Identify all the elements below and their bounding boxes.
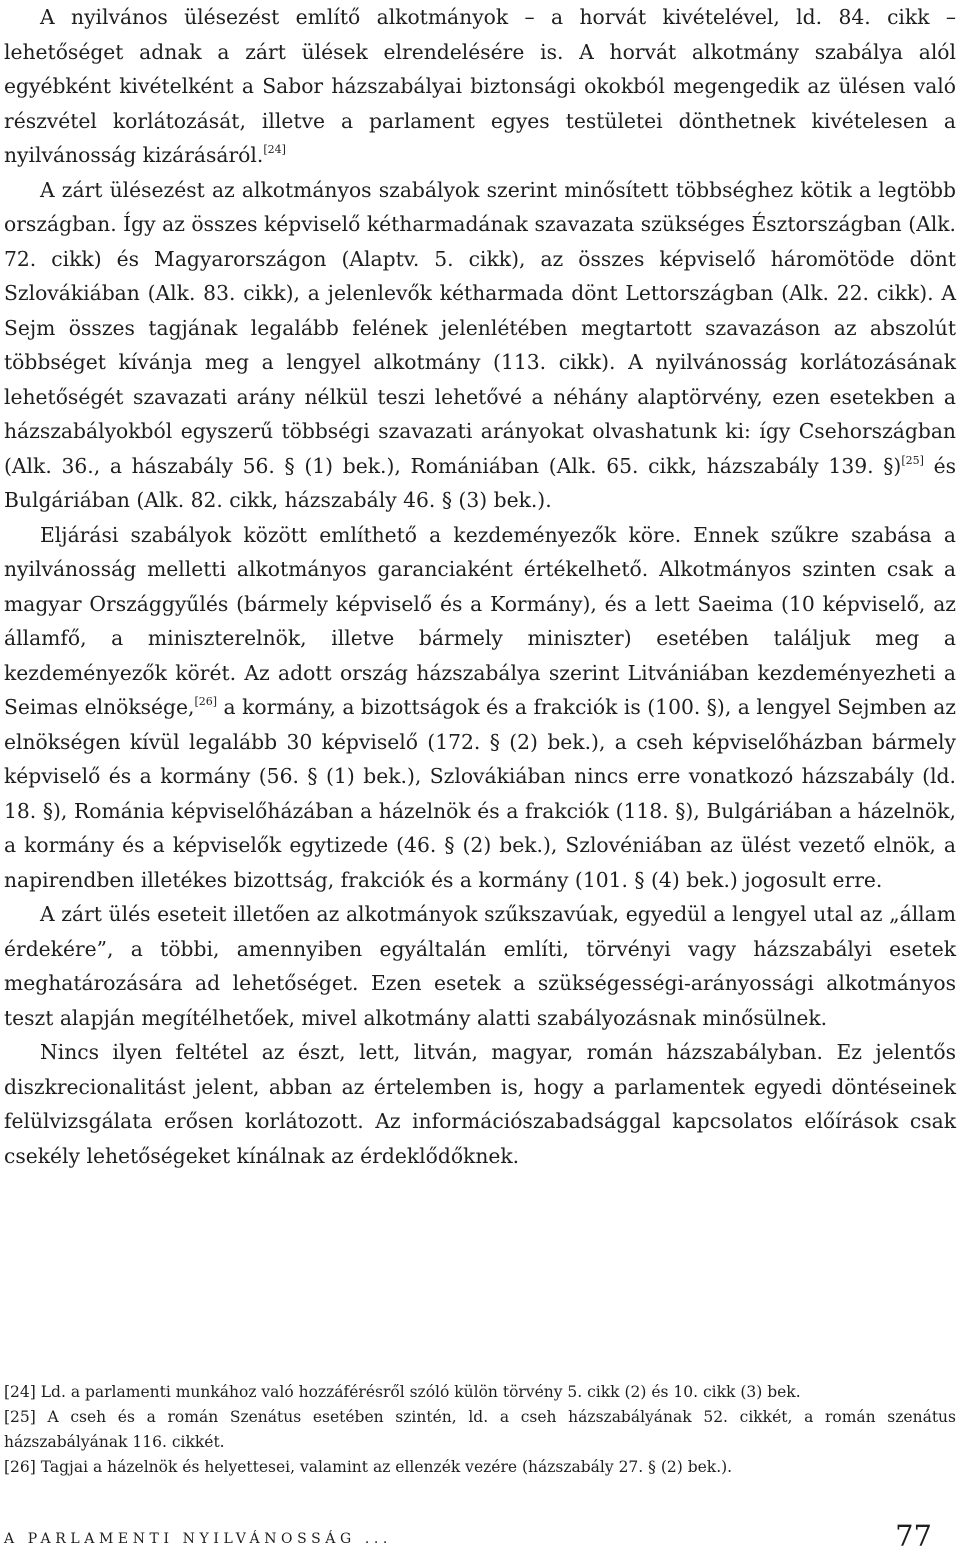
running-footer [4, 1515, 956, 1551]
footnote: [25] A cseh és a román Szenátus esetében szintén, ld. a cseh házszabályának 52. cikkét, a román szenátus házszabályának 116. cikkét. [4, 1408, 956, 1451]
paragraph-text: a kormány, a bizottságok és a frakciók is (100. §), a lengyel Sejmben az elnökségen kívül legalább 30 képviselő (172. § (2) bek.), a cseh képviselőházban bármely képviselő és a kormány (56. § (1) bek.), Szlovákiában nincs erre vonatkozó házszabály (ld. 18. §), Románia képviselőházában a házelnök és a frakciók (118. §), Bulgáriában a házelnök, a kormány és a képviselők egytizede (46. § (2) bek.), Szlovéniában az ülést vezető elnök, a napirendben illetékes bizottság, frakciók és a kormány (101. § (4) bek.) jogosult erre. [4, 695, 956, 892]
running-title: A PARLAMENTI NYILVÁNOSSÁG ... [4, 1531, 392, 1547]
paragraph [4, 0, 956, 173]
footnote-ref: [24] [263, 143, 286, 156]
paragraph [4, 173, 956, 518]
page-number: 77 [895, 1519, 932, 1553]
paragraph [4, 1035, 956, 1173]
paragraph [4, 518, 956, 898]
footnote-ref: [25] [901, 453, 924, 467]
paragraph-text: A zárt ülésezést az alkotmányos szabályok szerint minősített többséghez kötik a legtöbb országban. Így az összes képviselő kétharmadának szavazata szükséges Észtországban (Alk. 72. cikk) és Magyarországon (Alaptv. 5. cikk), az összes képviselő háromötöde dönt Szlovákiában (Alk. 83. cikk), a jelenlevők kétharmada dönt Lettországban (Alk. 22. cikk). A Sejm összes tagjának legalább felének jelenlétében megtartott szavazáson az abszolút többséget kívánja meg a lengyel alkotmány (113. cikk). A nyilvánosság korlátozásának lehetőségét szavazati arány nélkül teszi lehetővé a néhány alaptörvény, ezen esetekben a házszabályokból egyszerű többségi szavazati arányokat olvashatunk ki: így Csehországban (Alk. 36., a hászabály 56. § (1) bek.), Romániában (Alk. 65. cikk, házszabály 139. §) [4, 177, 956, 478]
main-text [4, 0, 956, 1173]
paragraph-text: és Bulgáriában (Alk. 82. cikk, házszabály 46. § (3) bek.). [4, 453, 956, 512]
footnote-ref: [26] [194, 695, 218, 708]
paragraph [4, 897, 956, 1035]
paragraph-text: Nincs ilyen feltétel az észt, lett, litván, magyar, román házszabályban. Ez jelentős diszkrecionalitást jelent, abban az értelemben is, hogy a parlamentek egyedi döntéseinek felülvizsgálata erősen korlátozott. Az információszabadsággal kapcsolatos előírások csak csekély lehetőségeket kínálnak az érdeklődőknek. [4, 1040, 956, 1168]
footnote: [24] Ld. a parlamenti munkához való hozzáférésről szóló külön törvény 5. cikk (2) és 10. cikk (3) bek. [4, 1383, 801, 1401]
paragraph-text: A nyilvános ülésezést említő alkotmányok – a horvát kivételével, ld. 84. cikk – lehetőséget adnak a zárt ülések elrendelésére is. A horvát alkotmány szabálya alól egyébként kivételként a Sabor házszabályai biztonsági okokból megengedik az ülésen való részvétel korlátozását, illetve a parlament egyes testületei dönthetnek kivételesen a nyilvánosság kizárásáról. [4, 5, 956, 167]
paragraph-text: A zárt ülés eseteit illetően az alkotmányok szűkszavúak, egyedül a lengyel utal az „állam érdekére”, a többi, amennyiben egyáltalán említi, törvényi vagy házszabályi esetek meghatározására ad lehetőséget. Ezen esetek a szükségességi-arányossági alkotmányos teszt alapján megítélhetőek, mivel alkotmány alatti szabályozásnak minősülnek. [4, 902, 956, 1030]
footnote: [26] Tagjai a házelnök és helyettesei, valamint az ellenzék vezére (házszabály 27. § (2) bek.). [4, 1458, 733, 1476]
paragraph-text: Eljárási szabályok között említhető a kezdeményezők köre. Ennek szűkre szabása a nyilvánosság melletti alkotmányos garanciaként értékelhető. Alkotmányos szinten csak a magyar Országgyűlés (bármely képviselő és a Kormány), és a lett Saeima (10 képviselő, az államfő, a miniszterelnök, illetve bármely miniszter) esetében találjuk meg a kezdeményezők körét. Az adott ország házszabálya szerint Litvániában kezdeményezheti a Seimas elnöksége, [4, 522, 956, 719]
footnotes [4, 1380, 956, 1480]
